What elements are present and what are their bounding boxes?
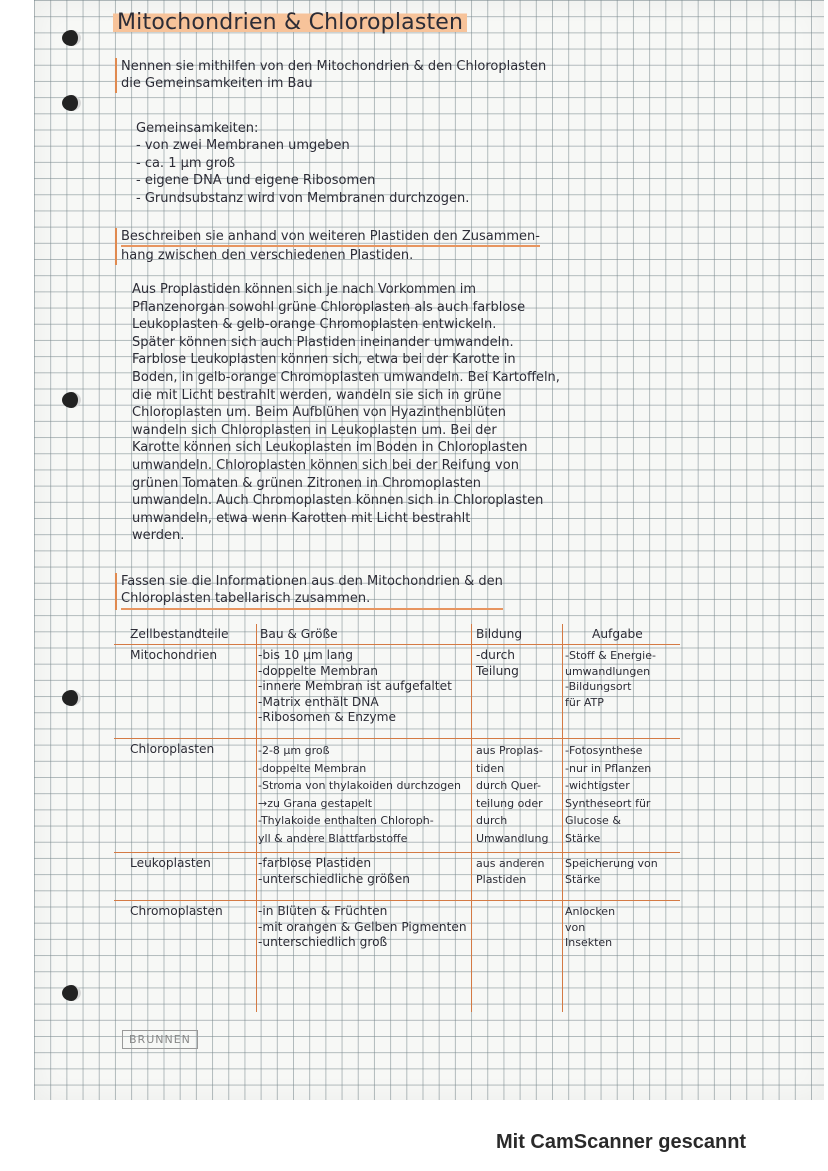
answer-line: Später können sich auch Plastiden ineinander umwandeln.: [132, 334, 514, 350]
table-header-cell: Aufgabe: [592, 627, 643, 641]
table-cell-aufgabe: [565, 648, 656, 710]
cell-line: -unterschiedliche größen: [258, 871, 410, 886]
task3-question-line: Fassen sie die Informationen aus den Mitochondrien & den: [121, 574, 503, 589]
cell-line: -nur in Pflanzen: [565, 761, 652, 775]
cell-line: für ATP: [565, 695, 604, 709]
answer-line: grünen Tomaten & grünen Zitronen in Chromoplasten: [132, 475, 482, 491]
cell-line: Speicherung von: [565, 857, 658, 870]
cell-line: -doppelte Membran: [258, 663, 378, 678]
page-title: Mitochondrien & Chloroplasten: [113, 10, 467, 35]
cell-line: -Stoff & Energie-: [565, 649, 656, 662]
table-cell-aufgabe: [565, 742, 651, 848]
cell-line: -durch: [476, 648, 516, 662]
answer-line: Aus Proplastiden können sich je nach Vorkommen im: [132, 282, 477, 297]
answer-line: Leukoplasten & gelb-orange Chromoplasten entwickeln.: [132, 317, 497, 333]
answer-line: umwandeln. Chloroplasten können sich bei der Reifung von: [132, 457, 519, 473]
table-row-label: Leukoplasten: [130, 856, 211, 870]
punch-hole: [62, 985, 81, 1001]
table-cell-aufgabe: [565, 904, 615, 951]
table-cell-bau: [258, 648, 452, 726]
cell-line: Stärke: [565, 872, 601, 886]
cell-line: -doppelte Membran: [258, 761, 367, 775]
table-header-cell: Zellbestandteile: [130, 627, 229, 641]
cell-line: -unterschiedlich groß: [258, 935, 388, 950]
answer-line: Farblose Leukoplasten können sich, etwa bei der Karotte in: [132, 352, 516, 368]
cell-line: durch: [476, 814, 508, 828]
cell-line: -Fotosynthese: [565, 744, 643, 757]
table-cell-bau: [258, 904, 467, 951]
cell-line: -2-8 μm groß: [258, 744, 330, 757]
answer-line: Karotte können sich Leukoplasten im Boden in Chloroplasten: [132, 440, 528, 456]
cell-line: -mit orangen & Gelben Pigmenten: [258, 919, 467, 934]
cell-line: -Thylakoide enthalten Chloroph-: [258, 814, 434, 828]
cell-line: umwandlungen: [565, 664, 651, 678]
cell-line: -Ribosomen & Enzyme: [258, 710, 397, 725]
table-row-divider: [114, 900, 680, 901]
list-item: - eigene DNA und eigene Ribosomen: [136, 173, 376, 189]
cell-line: -in Blüten & Früchten: [258, 904, 388, 918]
answer-line: Pflanzenorgan sowohl grüne Chloroplasten als auch farblose: [132, 299, 526, 315]
task1-question-line: die Gemeinsamkeiten im Bau: [121, 76, 313, 92]
task2-answer: [132, 281, 560, 545]
table-header-cell: Bau & Größe: [260, 627, 338, 641]
cell-line: aus Proplas-: [476, 744, 543, 757]
punch-hole: [62, 95, 81, 111]
task1-heading: Gemeinsamkeiten:: [136, 121, 259, 136]
cell-line: -bis 10 μm lang: [258, 648, 353, 662]
punch-hole: [62, 30, 81, 46]
table-header-cell: Bildung: [476, 627, 523, 641]
cell-line: -farblose Plastiden: [258, 856, 372, 870]
task2-question-line: Beschreiben sie anhand von weiteren Plastiden den Zusammen-: [121, 228, 540, 247]
answer-line: die mit Licht bestrahlt werden, wandeln sie sich in grüne: [132, 387, 502, 403]
punch-hole: [62, 690, 81, 706]
punch-hole: [62, 392, 81, 408]
table-column-divider: [471, 624, 472, 1012]
cell-line: -Matrix enthält DNA: [258, 694, 379, 709]
task1-answer: [136, 120, 469, 207]
task1-question-line: Nennen sie mithilfen von den Mitochondrien & den Chloroplasten: [121, 59, 547, 74]
answer-line: werden.: [132, 528, 185, 544]
task3-question: [115, 573, 503, 610]
table-column-divider: [256, 624, 257, 1012]
list-item: - Grundsubstanz wird von Membranen durchzogen.: [136, 190, 470, 206]
cell-line: teilung oder: [476, 796, 543, 810]
table-cell-bildung: [476, 856, 544, 887]
table-cell-bildung: [476, 648, 519, 679]
table-row-divider: [114, 852, 680, 853]
cell-line: -innere Membran ist aufgefaltet: [258, 679, 452, 694]
table-cell-bildung: [476, 742, 548, 848]
cell-line: Glucose &: [565, 814, 621, 828]
cell-line: von: [565, 920, 586, 934]
list-item: - von zwei Membranen umgeben: [136, 138, 350, 154]
table-row-divider: [114, 738, 680, 739]
cell-line: aus anderen: [476, 857, 545, 870]
answer-line: umwandeln. Auch Chromoplasten können sich in Chloroplasten: [132, 493, 544, 509]
cell-line: yll & andere Blattfarbstoffe: [258, 831, 408, 845]
cell-line: tiden: [476, 761, 505, 775]
cell-line: Teilung: [476, 663, 519, 678]
cell-line: durch Quer-: [476, 779, 541, 793]
answer-line: Boden, in gelb-orange Chromoplasten umwandeln. Bei Kartoffeln,: [132, 369, 560, 385]
task2-question: [115, 228, 540, 265]
cell-line: -wichtigster: [565, 779, 630, 793]
cell-line: Anlocken: [565, 905, 616, 918]
answer-line: Chloroplasten um. Beim Aufblühen von Hyazinthenblüten: [132, 405, 507, 421]
cell-line: Stärke: [565, 831, 601, 845]
cell-line: Plastiden: [476, 872, 527, 886]
list-item: - ca. 1 μm groß: [136, 155, 236, 171]
cell-line: →zu Grana gestapelt: [258, 796, 373, 810]
task2-question-line: hang zwischen den verschiedenen Plastiden.: [121, 248, 414, 264]
paper-brand-logo: BRUNNEN: [122, 1030, 198, 1049]
cell-line: Insekten: [565, 936, 613, 950]
answer-line: wandeln sich Chloroplasten in Leukoplasten um. Bei der: [132, 422, 497, 438]
task3-question-line: Chloroplasten tabellarisch zusammen.: [121, 590, 503, 609]
cell-line: -Stroma von thylakoiden durchzogen: [258, 779, 461, 793]
table-row-label: Chromoplasten: [130, 904, 223, 918]
cell-line: Umwandlung: [476, 831, 549, 845]
answer-line: umwandeln, etwa wenn Karotten mit Licht bestrahlt: [132, 510, 471, 526]
table-row-label: Chloroplasten: [130, 742, 215, 756]
table-row-label: Mitochondrien: [130, 648, 218, 662]
table-cell-bau: [258, 742, 461, 848]
cell-line: -Bildungsort: [565, 680, 632, 694]
summary-table: [114, 624, 680, 1012]
scanner-watermark: Mit CamScanner gescannt: [496, 1131, 747, 1153]
table-header-divider: [114, 644, 680, 645]
table-cell-aufgabe: [565, 856, 658, 887]
table-column-divider: [562, 624, 563, 1012]
cell-line: Syntheseort für: [565, 796, 651, 810]
task1-question: [115, 58, 546, 93]
table-cell-bau: [258, 856, 410, 887]
